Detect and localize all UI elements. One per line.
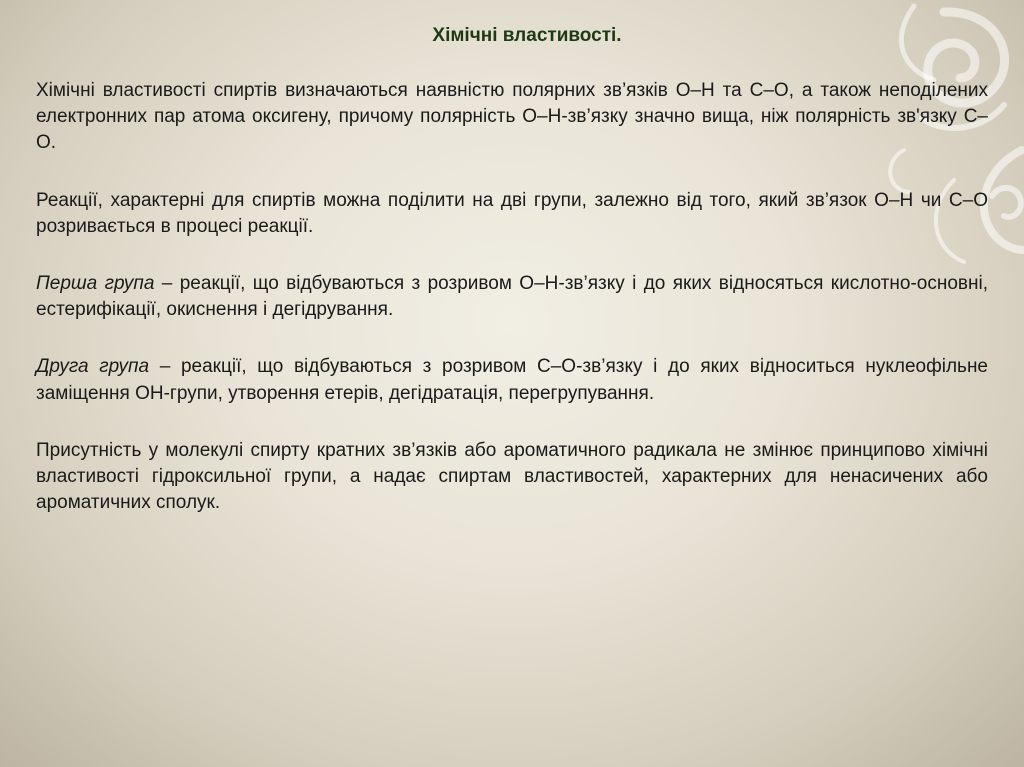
paragraph-2: Реакції, характерні для спиртів можна поділити на дві групи, залежно від того, який зв’язок О–Н чи С–О розривається в процесі реакції.: [36, 189, 988, 237]
slide-body: [36, 78, 988, 547]
paragraph-1: Хімічні властивості спиртів визначаються наявністю полярних зв’язків О–Н та С–О, а також неподілених електронних пар атома оксигену, причому полярність О–Н-зв’язку значно вища, ніж полярність зв'язку С–О.: [36, 80, 988, 154]
slide-title: Хімічні властивості.: [432, 25, 622, 46]
paragraph-4: [36, 354, 988, 406]
paragraph-4-text: – реакції, що відбуваються з розривом С–О-зв’язку і до яких відноситься нуклеофільне заміщення ОН-групи, утворення етерів, дегідратація, перегрупування.: [36, 356, 988, 404]
paragraph-5: Присутність у молекулі спирту кратних зв’язків або ароматичного радикала не змінює принципово хімічні властивості гідроксильної групи, а надає спиртам властивостей, характерних для ненасичених або ароматичних сполук.: [36, 439, 988, 514]
paragraph-3: [36, 271, 988, 323]
paragraph-3-lead: Перша група: [36, 273, 155, 295]
paragraph-4-lead: Друга група: [36, 356, 150, 378]
paragraph-3-text: – реакції, що відбуваються з розривом О–Н-зв’язку і до яких відносяться кислотно-основні, естерифікації, окиснення і дегідрування.: [36, 273, 988, 321]
